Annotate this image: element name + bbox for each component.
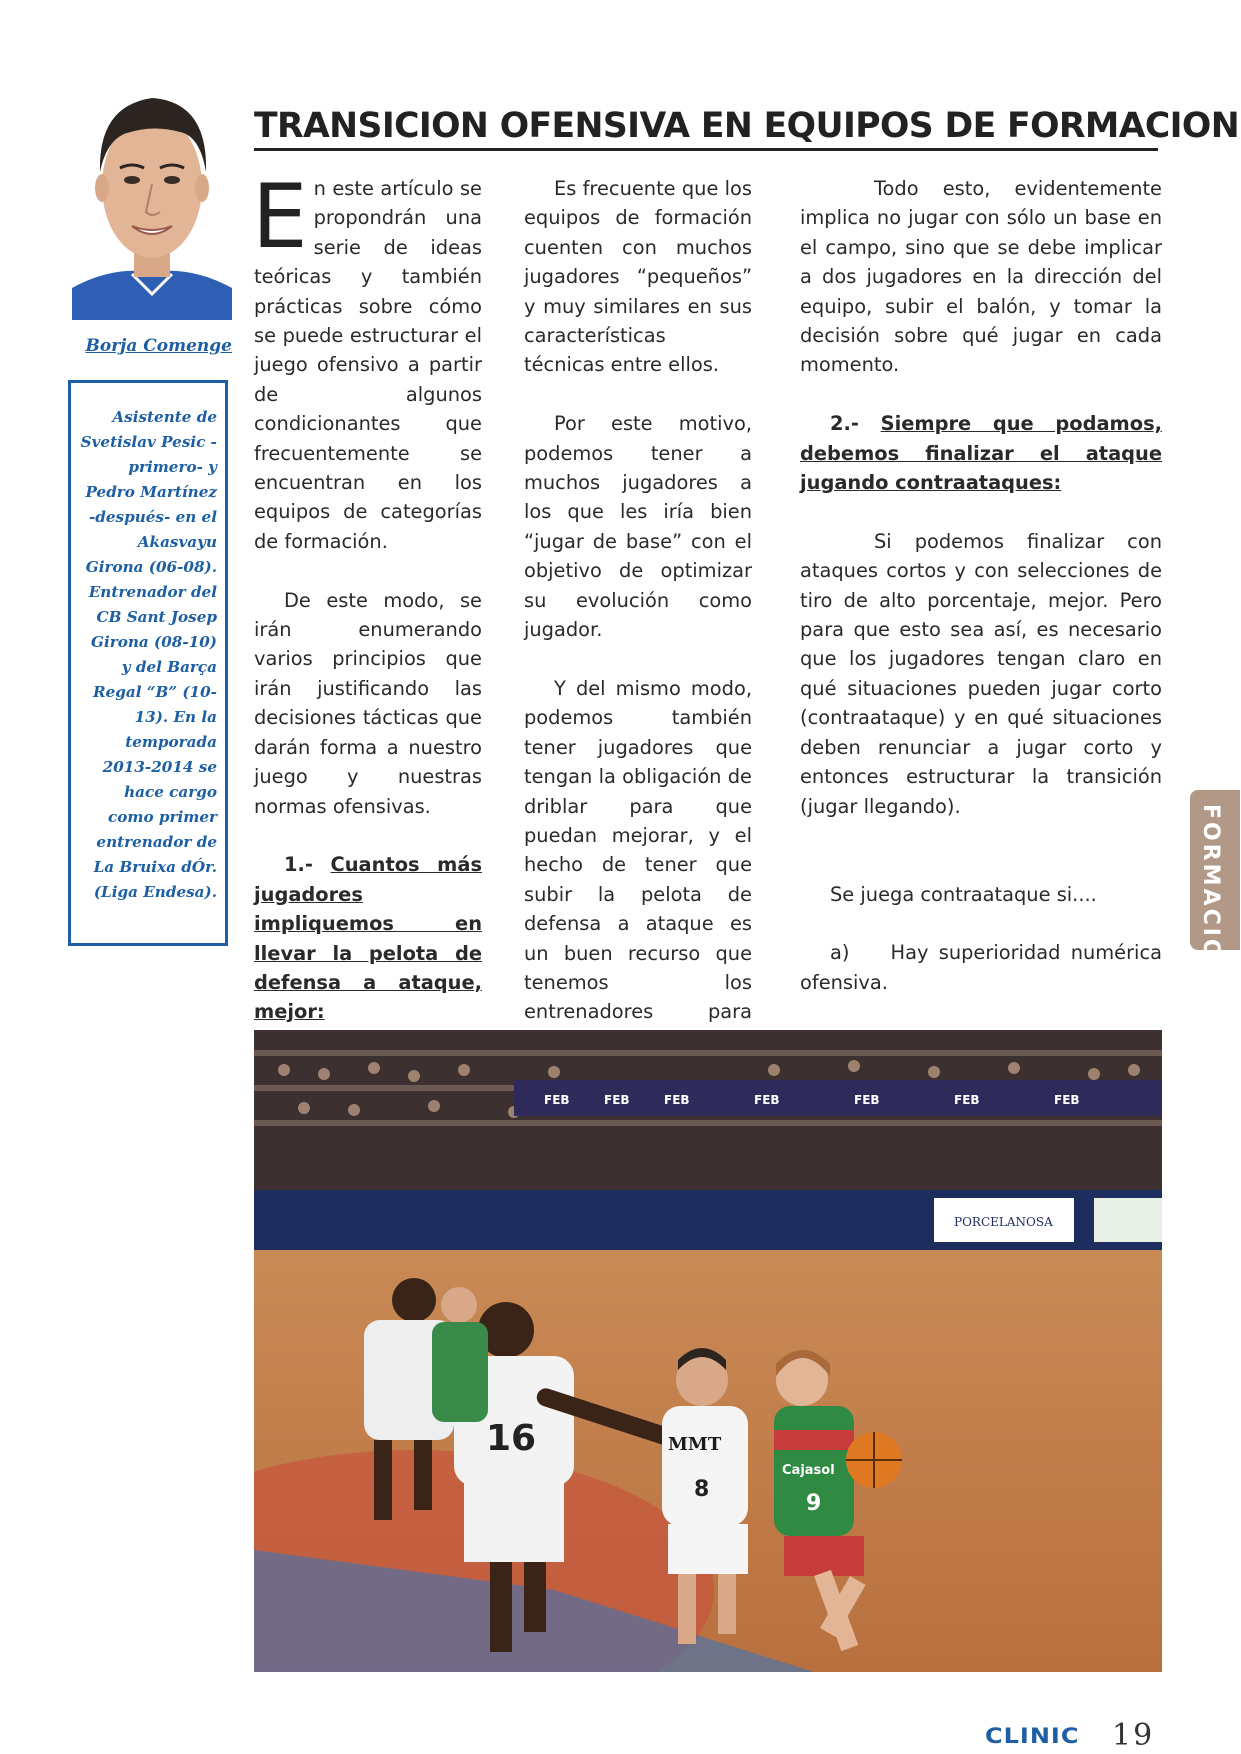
banner-text: FEB (664, 1093, 690, 1107)
section-number: 2.- (830, 412, 859, 436)
paragraph: Por este motivo, podemos tener a muchos jugadores a los que les iría bien “jugar de base” con el objetivo de optimizar su evolución como jugador. (524, 412, 752, 642)
page-number: 19 (1112, 1718, 1155, 1753)
section-tab-label: FORMACION (1198, 804, 1223, 983)
list-item: a) Hay superioridad numérica ofensiva. (800, 941, 1169, 994)
paragraph: Se juega contraataque si.... (830, 882, 1097, 906)
banner-text: FEB (544, 1093, 570, 1107)
section-heading-1 (254, 850, 482, 1026)
author-name: Borja Comenge (85, 336, 232, 356)
section-heading-text: Cuantos más jugadores impliquemos en llevar la pelota de defensa a ataque, mejor: (254, 853, 482, 1024)
svg-text:Cajasol: Cajasol (782, 1463, 835, 1478)
svg-text:8: 8 (694, 1477, 710, 1502)
author-bio-text: Asistente de Svetislav Pesic -primero- y Pedro Martínez -después- en el Akasvayu Girona (06-08). Entrenador del CB Sant Josep Girona (08-10) y del Barça Regal “B” (10-13). En la temporada 2013-2014 se hace cargo como primer entrenador de La Bruixa dÓr. (Liga Endesa). (80, 408, 217, 901)
sponsor-board: PORCELANOSA (954, 1215, 1053, 1229)
paragraph: Y del mismo modo, podemos también tener jugadores que tengan la obligación de driblar para que puedan mejorar, y el hecho de tener que subir la pelota de defensa a ataque es un buen recurso que tenemos los entrenadores para (524, 676, 752, 1024)
article-title: TRANSICION OFENSIVA EN EQUIPOS DE FORMACION (254, 104, 1158, 151)
svg-text:MMT: MMT (668, 1434, 722, 1455)
banner-text: FEB (854, 1093, 880, 1107)
svg-text:16: 16 (486, 1418, 537, 1459)
author-bio-box (68, 380, 228, 946)
banner-text: FEB (754, 1093, 780, 1107)
article-column-2 (524, 174, 752, 1086)
article-column-3 (800, 174, 1169, 997)
paragraph: Es frecuente que los equipos de formación cuenten con muchos jugadores “pequeños” y muy similares en sus características técnicas entre ellos. (524, 177, 752, 377)
paragraph (252, 165, 482, 556)
section-number: 1.- (284, 853, 313, 877)
article-column-1 (252, 165, 482, 1027)
banner-text: FEB (604, 1093, 630, 1107)
paragraph-text: n este artículo se propondrán una serie de ideas teóricas y también prácticas sobre cómo se puede estructurar el juego ofensivo a partir de algunos condicionantes que frecuentemente se encuentran en los equipos de categorías de formación. (254, 177, 482, 553)
section-heading-2 (800, 409, 1162, 497)
section-heading-text: Siempre que podamos, debemos finalizar el ataque jugando contraataques: (800, 412, 1162, 495)
author-photo (72, 76, 232, 320)
banner-text: FEB (954, 1093, 980, 1107)
svg-text:9: 9 (806, 1491, 822, 1516)
paragraph: Todo esto, evidentemente implica no jugar con sólo un base en el campo, sino que se debe implicar a dos jugadores en la dirección del equipo, subir el balón, y tomar la decisión sobre qué jugar en cada momento. (800, 177, 1162, 377)
drop-cap: E (252, 165, 308, 268)
section-tab (1190, 790, 1240, 983)
magazine-logo: CLINIC (985, 1723, 1080, 1749)
paragraph: Si podemos finalizar con ataques cortos y con selecciones de tiro de alto porcentaje, mejor. Pero para que esto sea así, es necesario que los jugadores tengan claro en qué situaciones pueden jugar corto (contraataque) y en qué situaciones deben renunciar a jugar corto y entonces estructurar la transición (jugar llegando). (800, 529, 1162, 818)
banner-text: FEB (1054, 1093, 1080, 1107)
paragraph: De este modo, se irán enumerando varios principios que irán justificando las decisiones tácticas que darán forma a nuestro juego y nuestras normas ofensivas. (254, 588, 482, 818)
basketball-photo (254, 1030, 1162, 1672)
